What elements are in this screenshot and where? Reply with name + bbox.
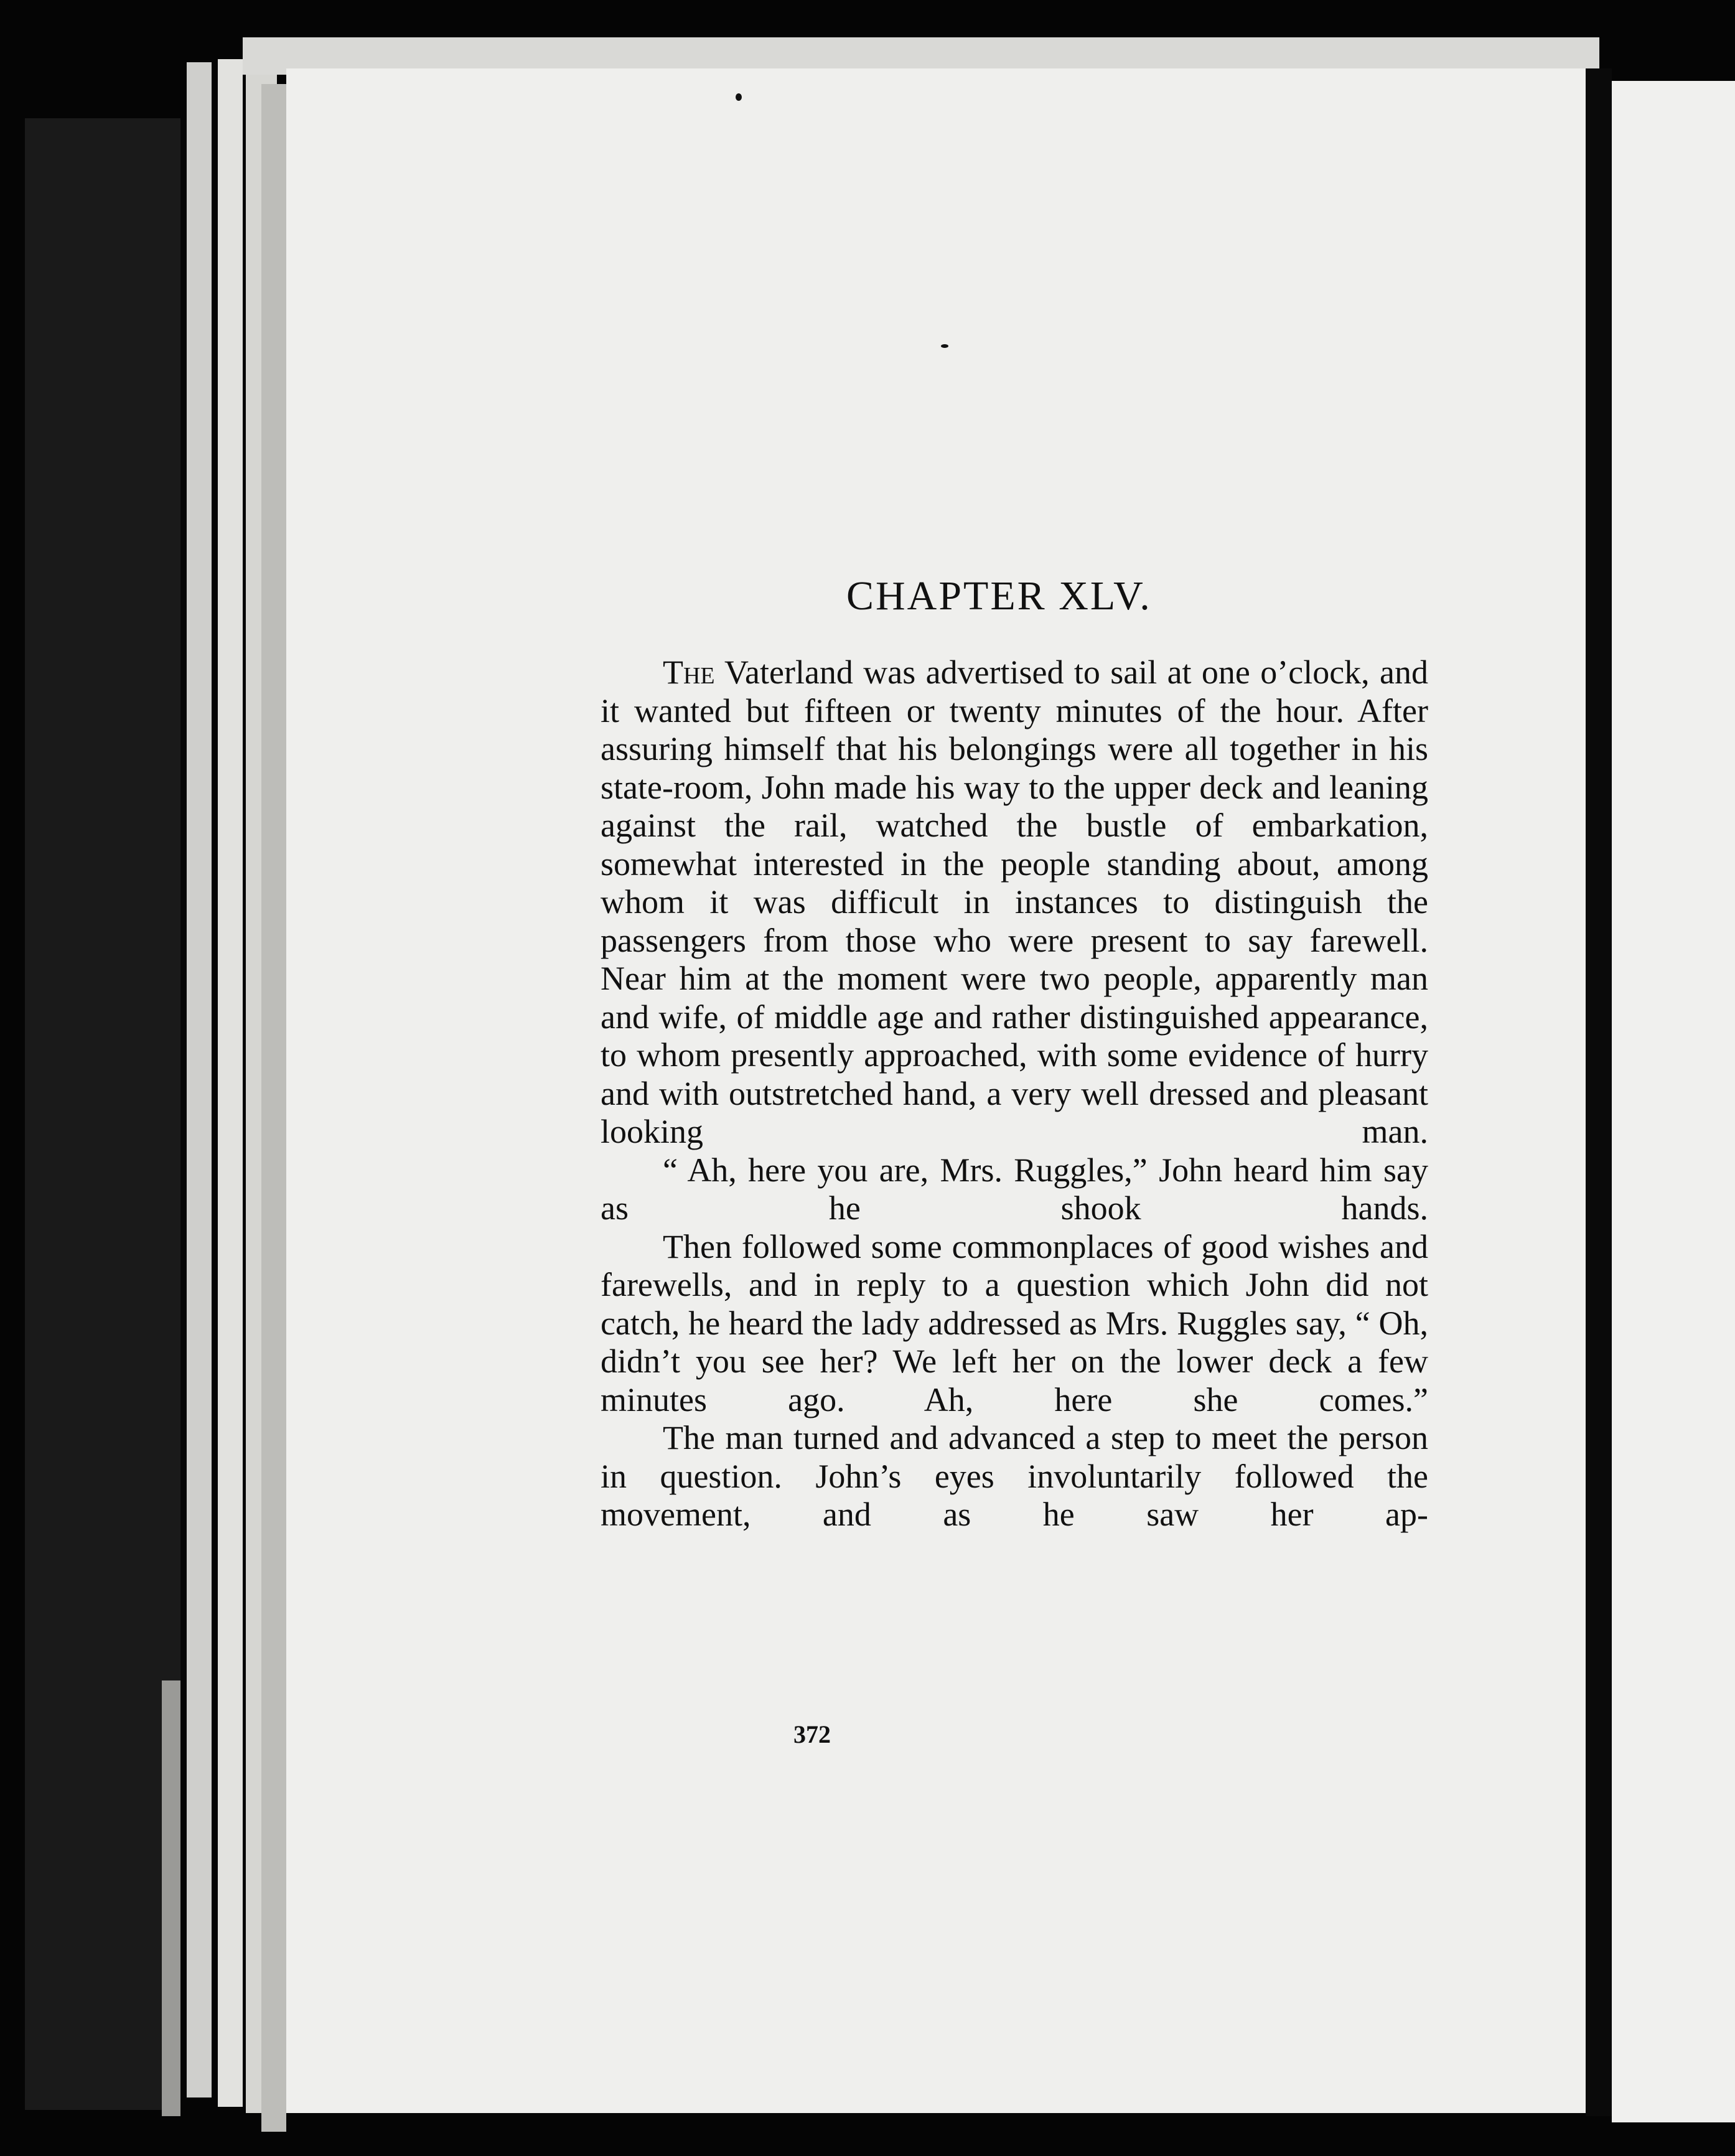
paragraph-2	[601, 1151, 1428, 1228]
page-stack-edge	[187, 62, 212, 2097]
paragraph-4-text: The man turned and advanced a step to meet the person in question. John’s eyes involuntarily followed the movement, and as he saw her ap-	[601, 1419, 1428, 1533]
facing-page-edge	[1612, 81, 1735, 2122]
page-stack-edge-inner	[261, 84, 286, 2132]
scan-speck	[736, 93, 742, 101]
paragraph-1	[601, 654, 1428, 1151]
paragraph-1-text: Vaterland was advertised to sail at one o’clock, and it wanted but fifteen or twenty minutes of the hour. After assuring himself that his belongings were all together in his state-room, John made his way to the upper deck and leaning against the rail, watched the bustle of embarkation, somewhat interested in the people standing about, among whom it was difficult in instances to distinguish the passengers from those who were present to say farewell. Near him at the moment were two people, apparently man and wife, of middle age and rather distinguished appearance, to whom presently approached, with some evidence of hurry and with outstretched hand, a very well dressed and pleasant looking man.	[601, 654, 1428, 1150]
page-stack-edge	[218, 59, 243, 2107]
paragraph-4	[601, 1419, 1428, 1534]
book-cover-edge-lower	[162, 1680, 180, 2116]
book-cover-edge	[25, 118, 180, 2110]
paragraph-2-text: “ Ah, here you are, Mrs. Ruggles,” John heard him say as he shook hands.	[601, 1151, 1428, 1227]
paragraph-3-text: Then followed some commonplaces of good wishes and farewells, and in reply to a question which John did not catch, he heard the lady addressed as Mrs. Ruggles say, “ Oh, didn’t you see her? We left her on the lower deck a few minutes ago. Ah, here she comes.”	[601, 1227, 1428, 1418]
scan-speck	[941, 344, 948, 348]
paragraph-1-lead: The	[663, 654, 715, 691]
paragraph-3	[601, 1228, 1428, 1420]
chapter-heading: CHAPTER XLV.	[846, 573, 1152, 619]
body-text	[601, 654, 1428, 1534]
book-gutter	[1586, 68, 1612, 2116]
page-number: 372	[793, 1720, 831, 1748]
